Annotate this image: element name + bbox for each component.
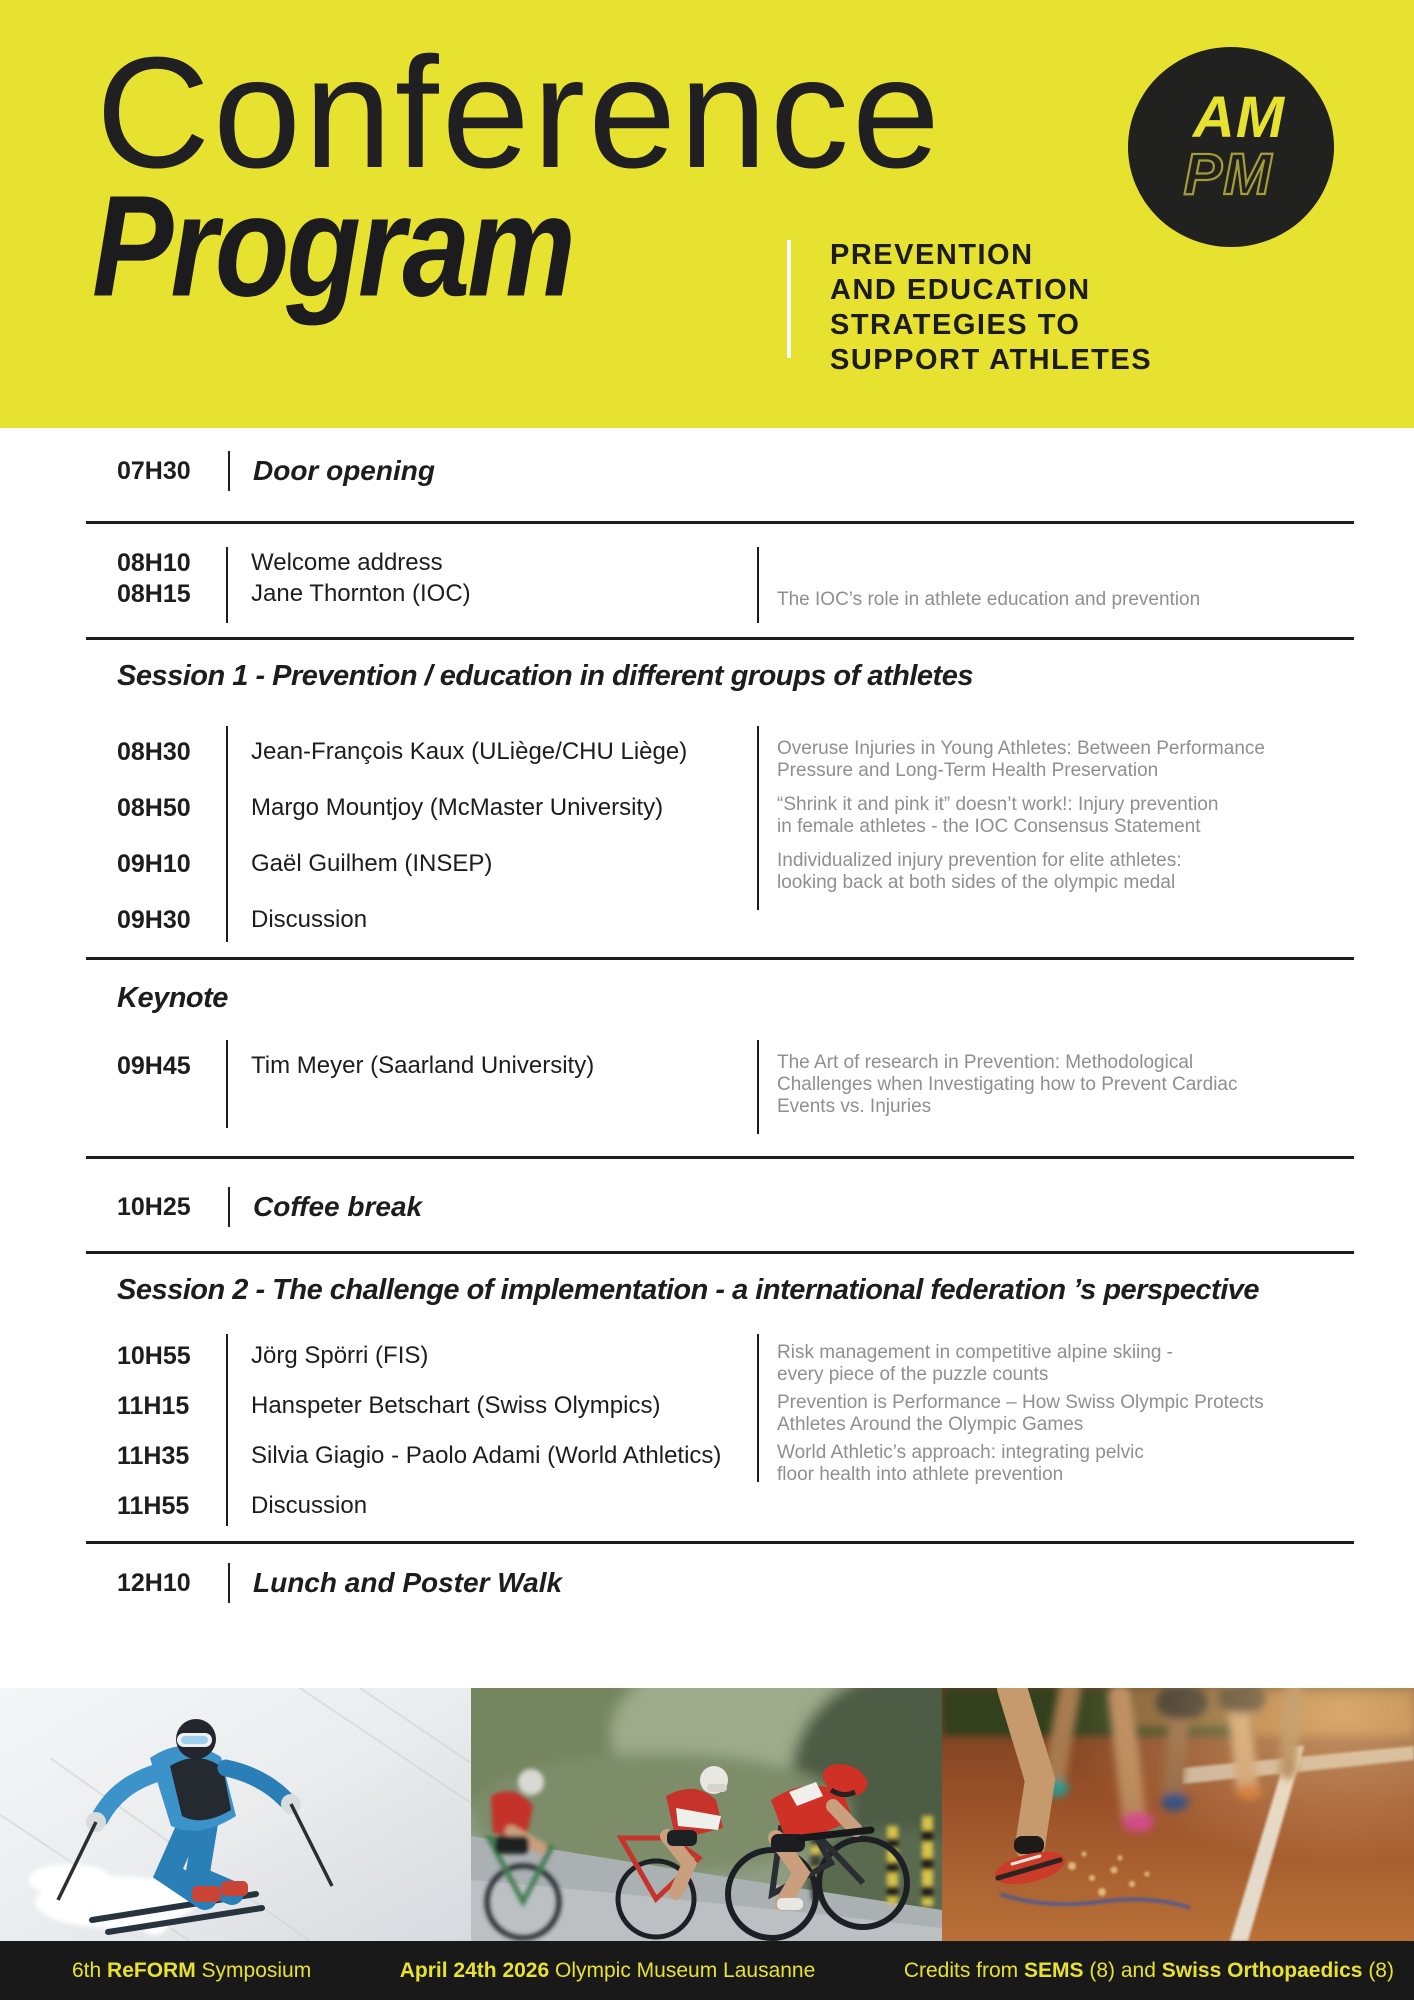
photo-track-running — [942, 1688, 1414, 1941]
time-label: 11H55 — [117, 1492, 190, 1520]
keynote-block — [117, 1040, 1302, 1136]
tagline-line: SUPPORT ATHLETES — [830, 344, 1153, 376]
footer-date-venue: April 24th 2026 Olympic Museum Lausanne — [399, 1958, 816, 1982]
time-label: 08H15 — [117, 579, 191, 608]
tagline-line: PREVENTION — [830, 239, 1034, 271]
time-label: 11H15 — [117, 1392, 190, 1420]
time-label: 08H30 — [117, 738, 191, 766]
event-title: Coffee break — [253, 1191, 423, 1222]
time-label: 09H10 — [117, 850, 191, 878]
talk-abstract: The Art of research in Prevention: Methodological Challenges when Investigating how to Prevent Cardiac Events vs. Injuries — [777, 1052, 1238, 1117]
photo-road-cycling — [471, 1688, 942, 1941]
footer-symposium: 6th ReFORM Symposium — [72, 1958, 312, 1982]
footer-bar — [0, 1941, 1414, 2000]
speaker-name: Discussion — [251, 906, 368, 933]
speaker-name: Jean-François Kaux (ULiège/CHU Liège) — [251, 738, 688, 765]
separator-rule — [86, 1541, 1354, 1544]
time-label: 09H30 — [117, 906, 191, 934]
time-label: 08H50 — [117, 794, 191, 822]
speaker-name: Silvia Giagio - Paolo Adami (World Athletics) — [251, 1442, 722, 1469]
talk-abstract: Overuse Injuries in Young Athletes: Between Performance Pressure and Long-Term Health Preservation — [777, 738, 1265, 781]
lunch-row — [117, 1554, 562, 1612]
speaker-name: Welcome address — [251, 548, 443, 576]
separator-rule — [86, 1156, 1354, 1159]
header-divider — [787, 240, 791, 358]
time-label: 10H25 — [117, 1193, 191, 1221]
coffee-break-row — [117, 1178, 422, 1236]
session2-title: Session 2 - The challenge of implementation - a international federation ’s perspective — [117, 1274, 1260, 1306]
talk-abstract: World Athletic’s approach: integrating pelvic floor health into athlete prevention — [777, 1442, 1144, 1485]
speaker-name: Margo Mountjoy (McMaster University) — [251, 794, 664, 821]
time-label: 07H30 — [117, 457, 191, 485]
ampm-logo — [1128, 47, 1334, 247]
session2-block — [117, 1334, 1302, 1534]
speaker-name: Jane Thornton (IOC) — [251, 579, 471, 607]
logo-am-text: AM — [1192, 85, 1286, 151]
talk-abstract: “Shrink it and pink it” doesn’t work!: Injury prevention in female athletes - the IOC Consensus Statement — [777, 794, 1219, 837]
speaker-name: Hanspeter Betschart (Swiss Olympics) — [251, 1392, 661, 1419]
photo-strip — [0, 1688, 1414, 1941]
session1-title: Session 1 - Prevention / education in different groups of athletes — [117, 660, 973, 692]
time-label: 08H10 — [117, 548, 191, 577]
event-title: Door opening — [253, 455, 435, 486]
poster-title-line1: Conference — [96, 25, 943, 201]
time-label: 09H45 — [117, 1052, 191, 1080]
event-title: Lunch and Poster Walk — [253, 1567, 563, 1598]
header-band — [0, 0, 1414, 428]
speaker-name: Gaël Guilhem (INSEP) — [251, 850, 493, 877]
speaker-name: Tim Meyer (Saarland University) — [251, 1052, 595, 1079]
welcome-block — [117, 543, 1302, 623]
speaker-name: Jörg Spörri (FIS) — [251, 1342, 429, 1369]
tagline — [830, 238, 1152, 378]
time-label: 10H55 — [117, 1342, 191, 1370]
time-label: 11H35 — [117, 1442, 190, 1470]
logo-pm-text: PM — [1183, 142, 1273, 207]
door-opening-row — [117, 442, 435, 500]
speaker-name: Discussion — [251, 1492, 368, 1519]
keynote-title: Keynote — [117, 982, 228, 1014]
photo-alpine-skiing — [0, 1688, 471, 1941]
tagline-line: AND EDUCATION — [830, 274, 1091, 306]
talk-abstract: Risk management in competitive alpine skiing - every piece of the puzzle counts — [777, 1342, 1174, 1385]
time-label: 12H10 — [117, 1569, 191, 1597]
talk-abstract: Individualized injury prevention for elite athletes: looking back at both sides of the olympic medal — [777, 850, 1182, 893]
separator-rule — [86, 1251, 1354, 1254]
separator-rule — [86, 957, 1354, 960]
separator-rule — [86, 521, 1354, 524]
tagline-line: STRATEGIES TO — [830, 309, 1081, 341]
footer-credits: Credits from SEMS (8) and Swiss Orthopaedics (8) — [903, 1958, 1394, 1982]
poster-title-line2: Program — [92, 165, 573, 327]
separator-rule — [86, 637, 1354, 640]
talk-abstract: Prevention is Performance – How Swiss Olympic Protects Athletes Around the Olympic Games — [777, 1392, 1264, 1435]
talk-abstract: The IOC’s role in athlete education and prevention — [777, 589, 1201, 610]
session1-block — [117, 726, 1302, 950]
